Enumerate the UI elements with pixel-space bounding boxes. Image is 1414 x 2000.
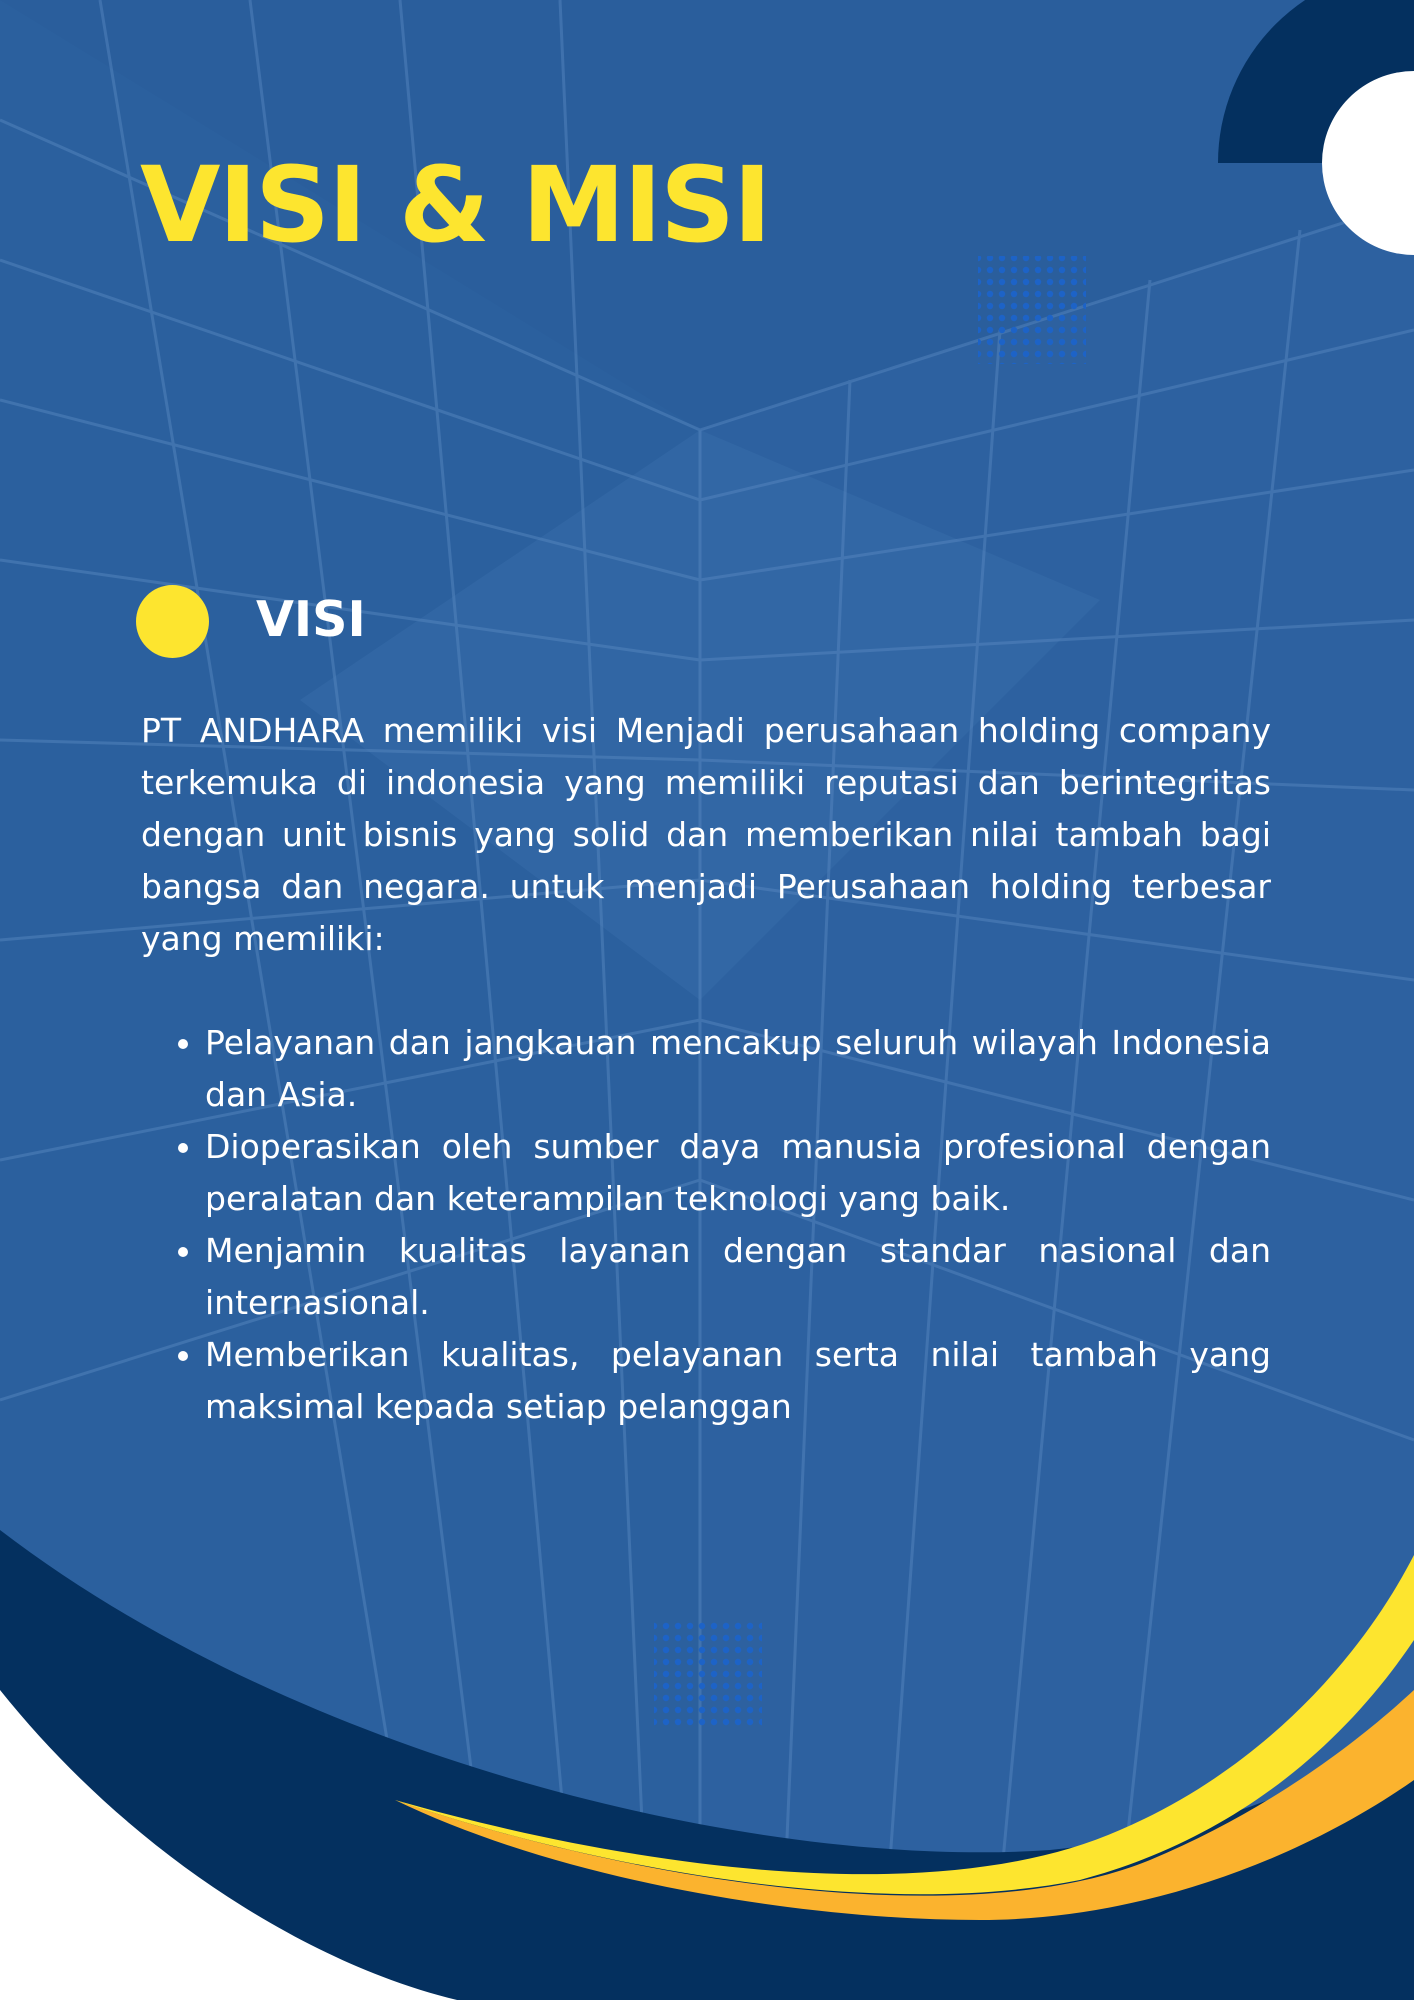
dot-grid-decoration-top (978, 256, 1086, 364)
list-item: • Dioperasikan oleh sumber daya manusia profesional dengan peralatan dan keterampilan teknologi yang baik. (205, 1121, 1271, 1225)
list-item: • Pelayanan dan jangkauan mencakup seluruh wilayah Indonesia dan Asia. (205, 1017, 1271, 1121)
vision-body (141, 705, 1271, 1433)
list-item: • Menjamin kualitas layanan dengan standar nasional dan internasional. (205, 1225, 1271, 1329)
dot-grid-decoration-bottom (654, 1620, 762, 1728)
page-title: VISI & MISI (140, 144, 770, 266)
section-bullet-circle (136, 585, 209, 658)
list-item: • Memberikan kualitas, pelayanan serta nilai tambah yang maksimal kepada setiap pelanggan (205, 1329, 1271, 1433)
section-heading: VISI (256, 591, 366, 648)
vision-intro-paragraph: PT ANDHARA memiliki visi Menjadi perusahaan holding company terkemuka di indonesia yang memiliki reputasi dan berintegritas dengan unit bisnis yang solid dan memberikan nilai tambah bagi bangsa dan negara. untuk menjadi Perusahaan holding terbesar yang memiliki: (141, 711, 1271, 958)
vision-list (141, 1017, 1271, 1433)
